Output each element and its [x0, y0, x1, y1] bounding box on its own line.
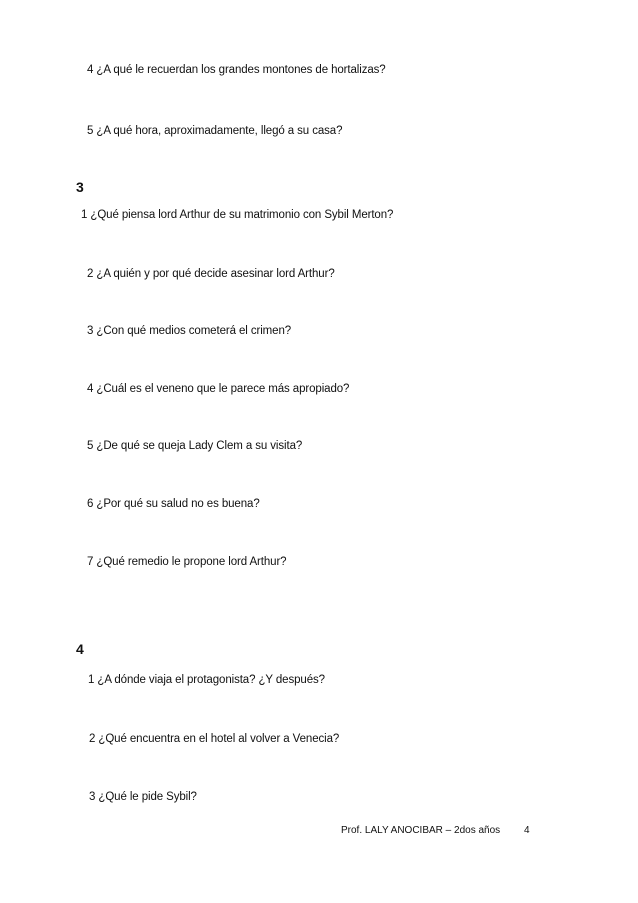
- question-2-4: 4 ¿A qué le recuerdan los grandes montones de hortalizas?: [87, 64, 386, 76]
- question-2-5: 5 ¿A qué hora, aproximadamente, llegó a su casa?: [87, 125, 343, 137]
- footer-author: Prof. LALY ANOCIBAR – 2dos años: [341, 825, 501, 836]
- question-3-3: 3 ¿Con qué medios cometerá el crimen?: [87, 325, 292, 337]
- section-3-heading: 3: [76, 179, 84, 195]
- page-number: 4: [524, 825, 530, 836]
- question-4-3: 3 ¿Qué le pide Sybil?: [89, 791, 197, 803]
- question-3-7: 7 ¿Qué remedio le propone lord Arthur?: [87, 556, 287, 568]
- question-3-2: 2 ¿A quién y por qué decide asesinar lord Arthur?: [87, 268, 335, 280]
- question-3-4: 4 ¿Cuál es el veneno que le parece más apropiado?: [87, 383, 350, 395]
- section-4-heading: 4: [76, 641, 84, 657]
- question-3-6: 6 ¿Por qué su salud no es buena?: [87, 498, 260, 510]
- question-3-1: 1 ¿Qué piensa lord Arthur de su matrimonio con Sybil Merton?: [81, 209, 394, 221]
- question-4-2: 2 ¿Qué encuentra en el hotel al volver a Venecia?: [89, 733, 340, 745]
- question-3-5: 5 ¿De qué se queja Lady Clem a su visita?: [87, 440, 303, 452]
- question-4-1: 1 ¿A dónde viaja el protagonista? ¿Y después?: [88, 674, 325, 686]
